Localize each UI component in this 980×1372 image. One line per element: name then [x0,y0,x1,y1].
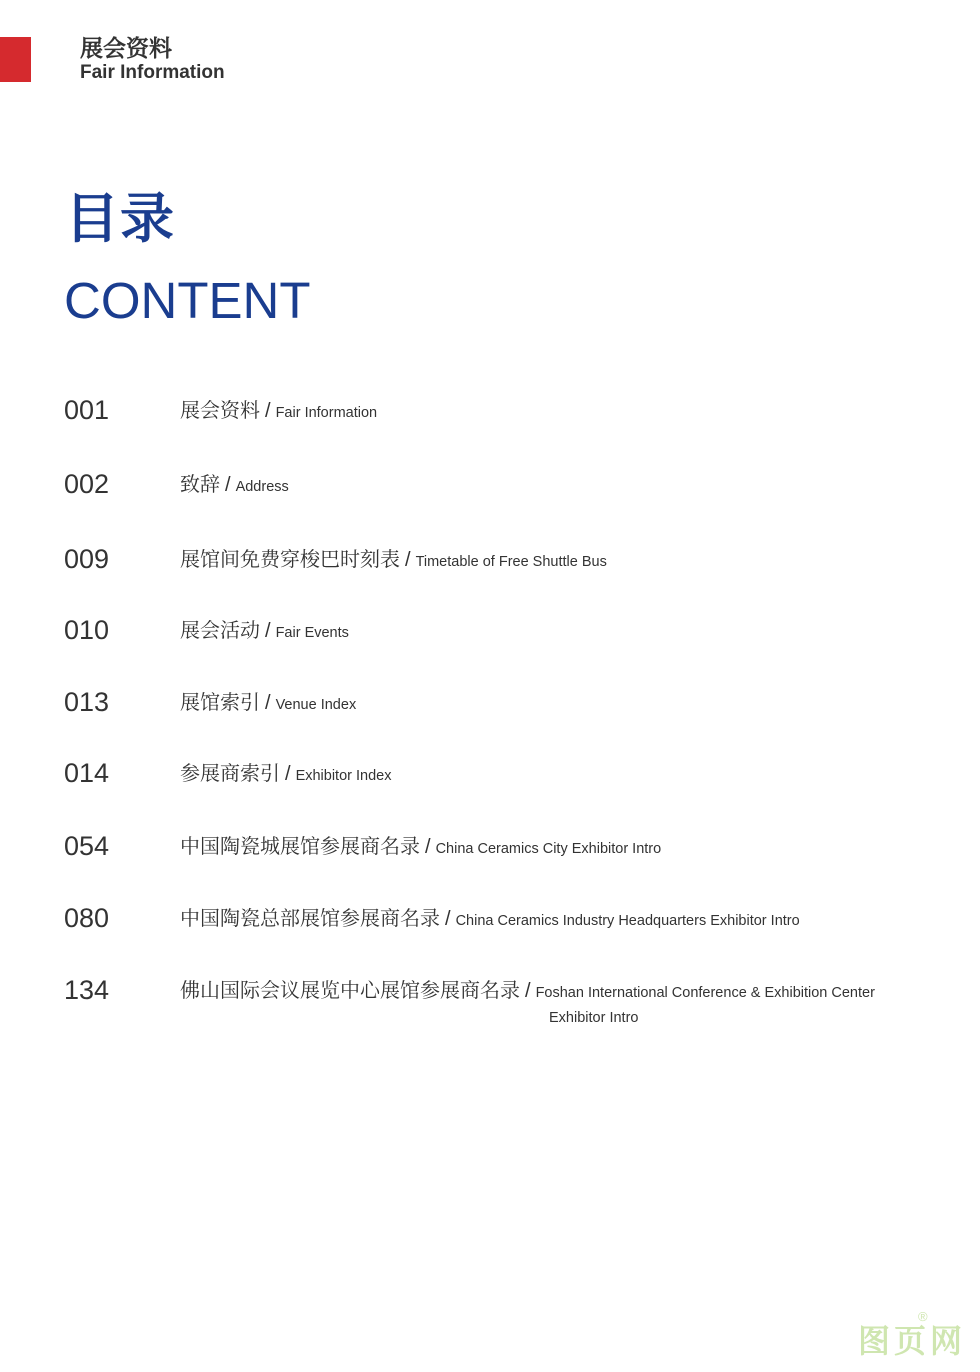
toc-title-en: Timetable of Free Shuttle Bus [415,554,607,570]
toc-entry-title [180,690,356,718]
toc-title-cn: 参展商索引 [180,763,280,785]
toc-page-number: 080 [64,903,110,933]
watermark-logo: 图页网 [858,1323,967,1359]
toc-title-cn: 展会资料 [180,400,260,422]
toc-title-cn: 中国陶瓷城展馆参展商名录 [180,836,420,858]
toc-title-cn: 致辞 [180,474,220,496]
toc-page-number: 009 [64,544,110,574]
toc-separator: / [265,620,271,642]
toc-separator: / [285,763,291,785]
toc-page-number: 013 [64,687,110,717]
toc-separator: / [525,980,531,1002]
toc-page-number: 134 [64,975,110,1005]
toc-separator: / [265,692,271,714]
toc-entry-title [180,398,377,426]
toc-title-en: China Ceramics Industry Headquarters Exhibitor Intro [455,913,800,929]
toc-page-number: 002 [64,469,110,499]
toc-separator: / [265,400,271,422]
toc-page-number: 054 [64,831,110,861]
registered-mark: ® [918,1309,928,1324]
toc-title-en: Address [235,479,289,495]
toc-title-en: Fair Events [275,625,349,641]
toc-title-en: Fair Information [275,405,378,421]
toc-entry-title [180,906,800,934]
toc-title-cn: 展馆间免费穿梭巴时刻表 [180,549,400,571]
toc-separator: / [425,836,431,858]
page-title-cn: 目录 [65,189,175,249]
toc-separator: / [445,908,451,930]
toc-page-number: 010 [64,615,110,645]
toc-entry-title [180,472,289,500]
page-title-en: CONTENT [64,272,311,329]
toc-entry-title [180,978,875,1006]
toc-title-cn: 展馆索引 [180,692,260,714]
toc-separator: / [225,474,231,496]
toc-title-en: China Ceramics City Exhibitor Intro [435,841,662,857]
toc-title-en: Venue Index [275,697,357,713]
toc-title-en: Exhibitor Index [295,768,392,784]
toc-entry-title [180,547,607,575]
toc-page-number: 014 [64,758,110,788]
toc-title-en: Foshan International Conference & Exhibition Center [535,985,875,1001]
toc-title-cn: 展会活动 [180,620,260,642]
toc-entry-title [180,618,349,646]
toc-title-cn: 中国陶瓷总部展馆参展商名录 [180,908,440,930]
toc-separator: / [405,549,411,571]
section-title-en: Fair Information [80,62,225,83]
toc-title-cn: 佛山国际会议展览中心展馆参展商名录 [180,980,520,1002]
toc-entry-title [180,834,661,862]
toc-page-number: 001 [64,395,110,425]
toc-title-en-continued: Exhibitor Intro [549,1010,639,1026]
toc-entry-title [180,761,391,789]
section-title-cn: 展会资料 [80,35,172,61]
